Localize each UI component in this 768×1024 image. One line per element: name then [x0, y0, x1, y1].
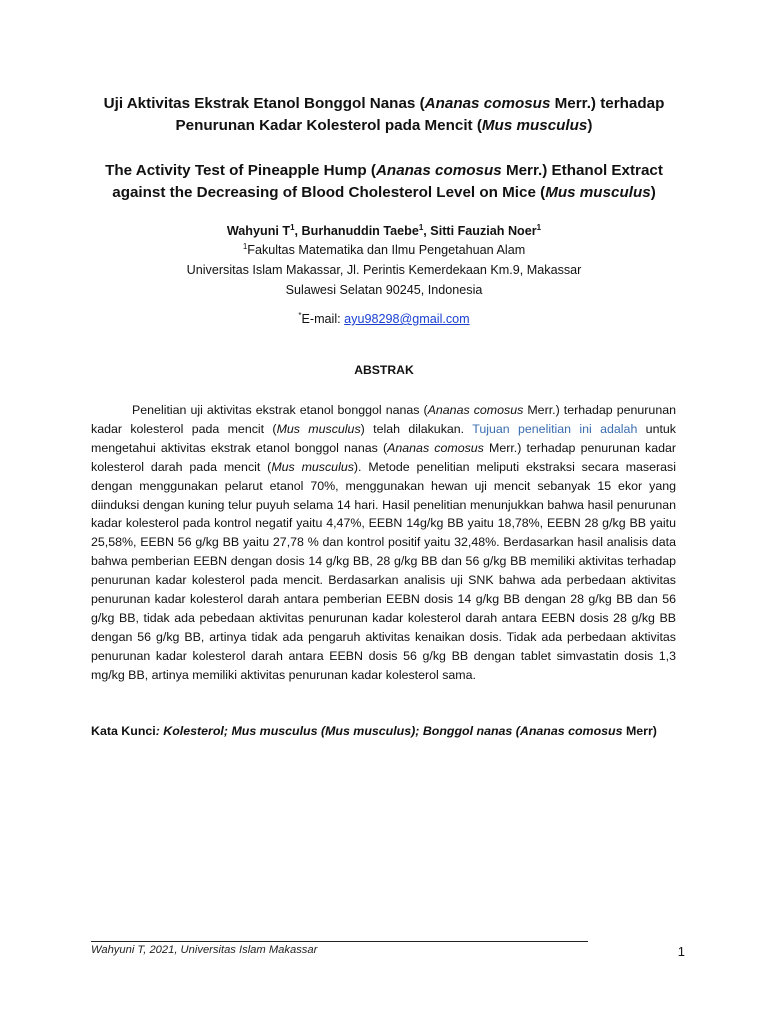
affiliation-line-2: Universitas Islam Makassar, Jl. Perintis Kemerdekaan Km.9, Makassar	[186, 263, 582, 277]
corresponding-email: *E-mail: ayu98298@gmail.com	[298, 310, 470, 326]
abstract-heading: ABSTRAK	[354, 363, 414, 377]
title-english	[60, 160, 708, 204]
footer-citation: Wahyuni T, 2021, Universitas Islam Makassar	[91, 944, 318, 956]
author-list: Wahyuni $T^1$, Burhanuddin Taebe$^1$, Sitti Fauziah Noer$^1$	[226, 222, 542, 238]
abstract-body	[91, 401, 676, 685]
affiliation	[60, 240, 708, 300]
footer-divider	[91, 941, 588, 942]
highlighted-phrase: Tujuan penelitian ini adalah	[472, 421, 638, 436]
page-number: 1	[677, 944, 685, 959]
title-indonesian	[60, 93, 708, 137]
keywords-list: : Kolesterol; Mus musculus (Mus musculus); Bonggol nanas (Ananas comosus	[155, 724, 623, 738]
keywords-label: Kata Kunci	[91, 724, 156, 738]
email-link[interactable]: ayu98298@gmail.com	[344, 312, 470, 326]
keywords: Kata Kunci: Kolesterol; Mus musculus (Mus musculus); Bonggol nanas (Ananas comosus Merr)	[91, 724, 657, 738]
title-en-line-2: against the Decreasing of Blood Cholesterol Level on Mice (Mus musculus)	[112, 184, 656, 201]
author-name: Sitti Fauziah Noer	[430, 224, 537, 238]
author-name: Burhanuddin Taebe	[301, 224, 419, 238]
affiliation-line-1: $^1$Fakultas Matematika dan Ilmu Pengetahuan Alam	[242, 241, 526, 257]
title-id-line-1: Uji Aktivitas Ekstrak Etanol Bonggol Nanas (Ananas comosus Merr.) terhadap	[103, 95, 665, 112]
title-en-line-1: The Activity Test of Pineapple Hump (Ananas comosus Merr.) Ethanol Extract	[105, 162, 663, 179]
abstract-paragraph: Penelitian uji aktivitas ekstrak etanol bonggol nanas (Ananas comosus Merr.) terhadap penurunan kadar kolesterol pada mencit (Mus musculus) telah dilakukan. Tujuan penelitian ini adalah untuk mengetahui aktivitas ekstrak etanol bonggol nanas (Ananas comosus Merr.) terhadap penurunan kadar kolesterol darah pada mencit (Mus musculus). Metode penelitian meliputi ekstraksi secara maserasi dengan menggunakan pelarut etanol 70%, menggunakan hewan uji mencit sebanyak 15 ekor yang diinduksi dengan kuning telur puyuh selama 14 hari. Hasil penelitian menunjukkan bahwa hasil penurunan kadar kolesterol pada kontrol negatif yaitu 4,47%, EEBN 14g/kg BB yaitu 18,78%, EEBN 28 g/kg BB yaitu 25,58%, EEBN 56 g/kg BB yaitu 27,78 % dan kontrol positif yaitu 32,48%. Berdasarkan hasil analisis data bahwa pemberian EEBN dengan dosis 14 g/kg BB, 28 g/kg BB dan 56 g/kg BB memiliki aktivitas terhadap penurunan kadar kolesterol pada mencit. Berdasarkan analisis uji SNK bahwa ada perbedaan aktivitas penurunan kadar kolesterol darah antara pemberian EEBN dosis 14 g/kg BB dengan 28 g/kg BB dan 56 g/kg BB, tidak ada pebedaan aktivitas penurunan kadar kolesterol darah antara EEBN dosis 28 g/kg BB dengan 56 g/kg BB, artinya tidak ada pengaruh aktivitas kenaikan dosis. Tidak ada perbedaan aktivitas penurunan kadar kolesterol darah antara EEBN dosis 56 g/kg BB dengan tablet simvastatin dosis 1,3 mg/kg BB, artinya memiliki aktivitas penurunan kadar kolesterol sama.	[91, 403, 676, 682]
affiliation-line-3: Sulawesi Selatan 90245, Indonesia	[285, 283, 483, 297]
title-id-line-2: Penurunan Kadar Kolesterol pada Mencit (Mus musculus)	[175, 117, 593, 134]
author-name: Wahyuni T	[226, 224, 291, 238]
